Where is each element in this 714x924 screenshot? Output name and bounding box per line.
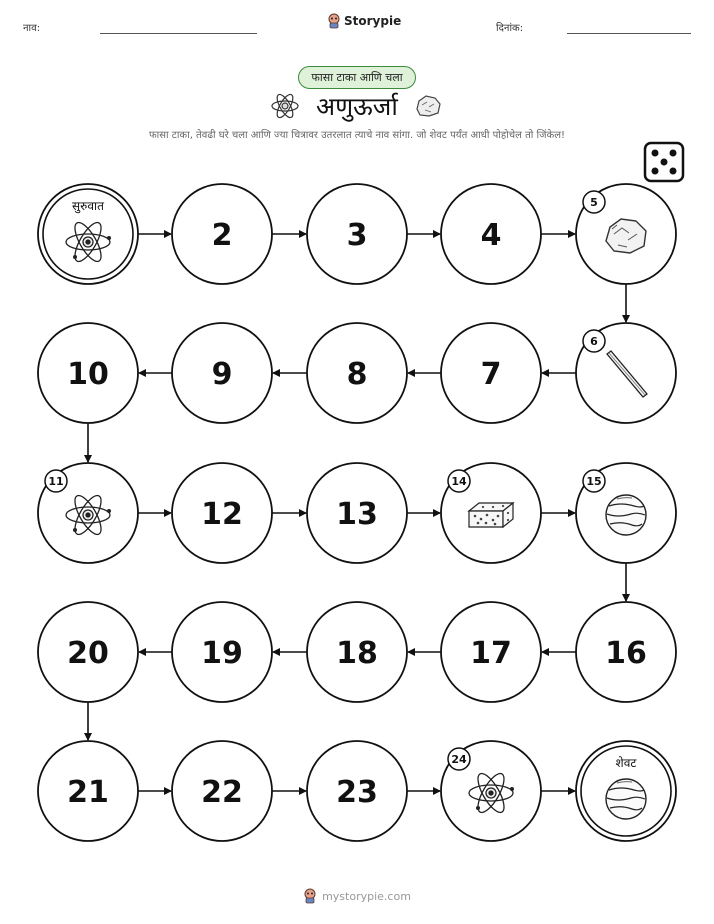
date-label: दिनांक: — [496, 23, 524, 34]
board-cell-3 — [307, 184, 407, 284]
footer-url[interactable]: mystorypie.com — [322, 889, 411, 903]
page-title: अणुऊर्जा — [316, 92, 398, 121]
name-label: नाव: — [23, 23, 41, 34]
cell-number: 6 — [590, 335, 598, 348]
board-cell-10 — [38, 323, 138, 423]
cell-number: 5 — [590, 196, 598, 209]
cell-number: 2 — [211, 218, 233, 253]
cell-number: 7 — [480, 357, 502, 392]
footer — [0, 888, 714, 904]
cell-number: 4 — [480, 218, 502, 253]
cell-number: 10 — [67, 357, 109, 392]
board-cell-24 — [441, 741, 541, 841]
cell-number: 11 — [48, 475, 64, 488]
cell-number: 15 — [586, 475, 602, 488]
board-cell-20 — [38, 602, 138, 702]
board-cell-9 — [172, 323, 272, 423]
cell-number: 18 — [336, 636, 378, 671]
board-cell-13 — [307, 463, 407, 563]
cell-number: 22 — [201, 775, 243, 810]
cell-number: 9 — [211, 357, 233, 392]
board-cell-2 — [172, 184, 272, 284]
board-cell-21 — [38, 741, 138, 841]
cell-number: 16 — [605, 636, 647, 671]
cell-number: 3 — [346, 218, 368, 253]
board-cell-8 — [307, 323, 407, 423]
board-cell-18 — [307, 602, 407, 702]
cell-number: 20 — [67, 636, 109, 671]
end-label: शेवट — [615, 756, 637, 770]
board-cell-25 — [576, 741, 676, 841]
planet-icon — [606, 779, 646, 819]
cell-number: 14 — [451, 475, 467, 488]
mascot-icon — [303, 888, 317, 904]
cell-number: 17 — [470, 636, 512, 671]
board-cell-12 — [172, 463, 272, 563]
board-cell-17 — [441, 602, 541, 702]
planet-icon — [606, 495, 646, 535]
cell-number: 24 — [451, 753, 467, 766]
start-label: सुरुवात — [72, 199, 104, 213]
board-cell-11 — [38, 463, 138, 563]
instructions-text: फासा टाका, तेवढी घरे चला आणि ज्या चित्रावर उतरलात त्याचे नाव सांगा. जो शेवट पर्यंत आधी पोहोचेल तो जिंकेल! — [148, 130, 566, 141]
cell-number: 19 — [201, 636, 243, 671]
board-cell-5 — [576, 184, 676, 284]
board-cell-19 — [172, 602, 272, 702]
board-cell-4 — [441, 184, 541, 284]
cell-number: 13 — [336, 497, 378, 532]
board-cell-23 — [307, 741, 407, 841]
board-cell-6 — [576, 323, 676, 423]
board-cell-14 — [441, 463, 541, 563]
game-type-badge: फासा टाका आणि चला — [298, 66, 416, 89]
cell-number: 21 — [67, 775, 109, 810]
board-cell-1 — [38, 184, 138, 284]
cell-number: 8 — [346, 357, 368, 392]
board-cell-7 — [441, 323, 541, 423]
board-cell-15 — [576, 463, 676, 563]
brand-name: Storypie — [344, 14, 402, 28]
sponge-icon — [469, 503, 513, 527]
cell-number: 12 — [201, 497, 243, 532]
board-cell-16 — [576, 602, 676, 702]
board-cell-22 — [172, 741, 272, 841]
cell-number: 23 — [336, 775, 378, 810]
